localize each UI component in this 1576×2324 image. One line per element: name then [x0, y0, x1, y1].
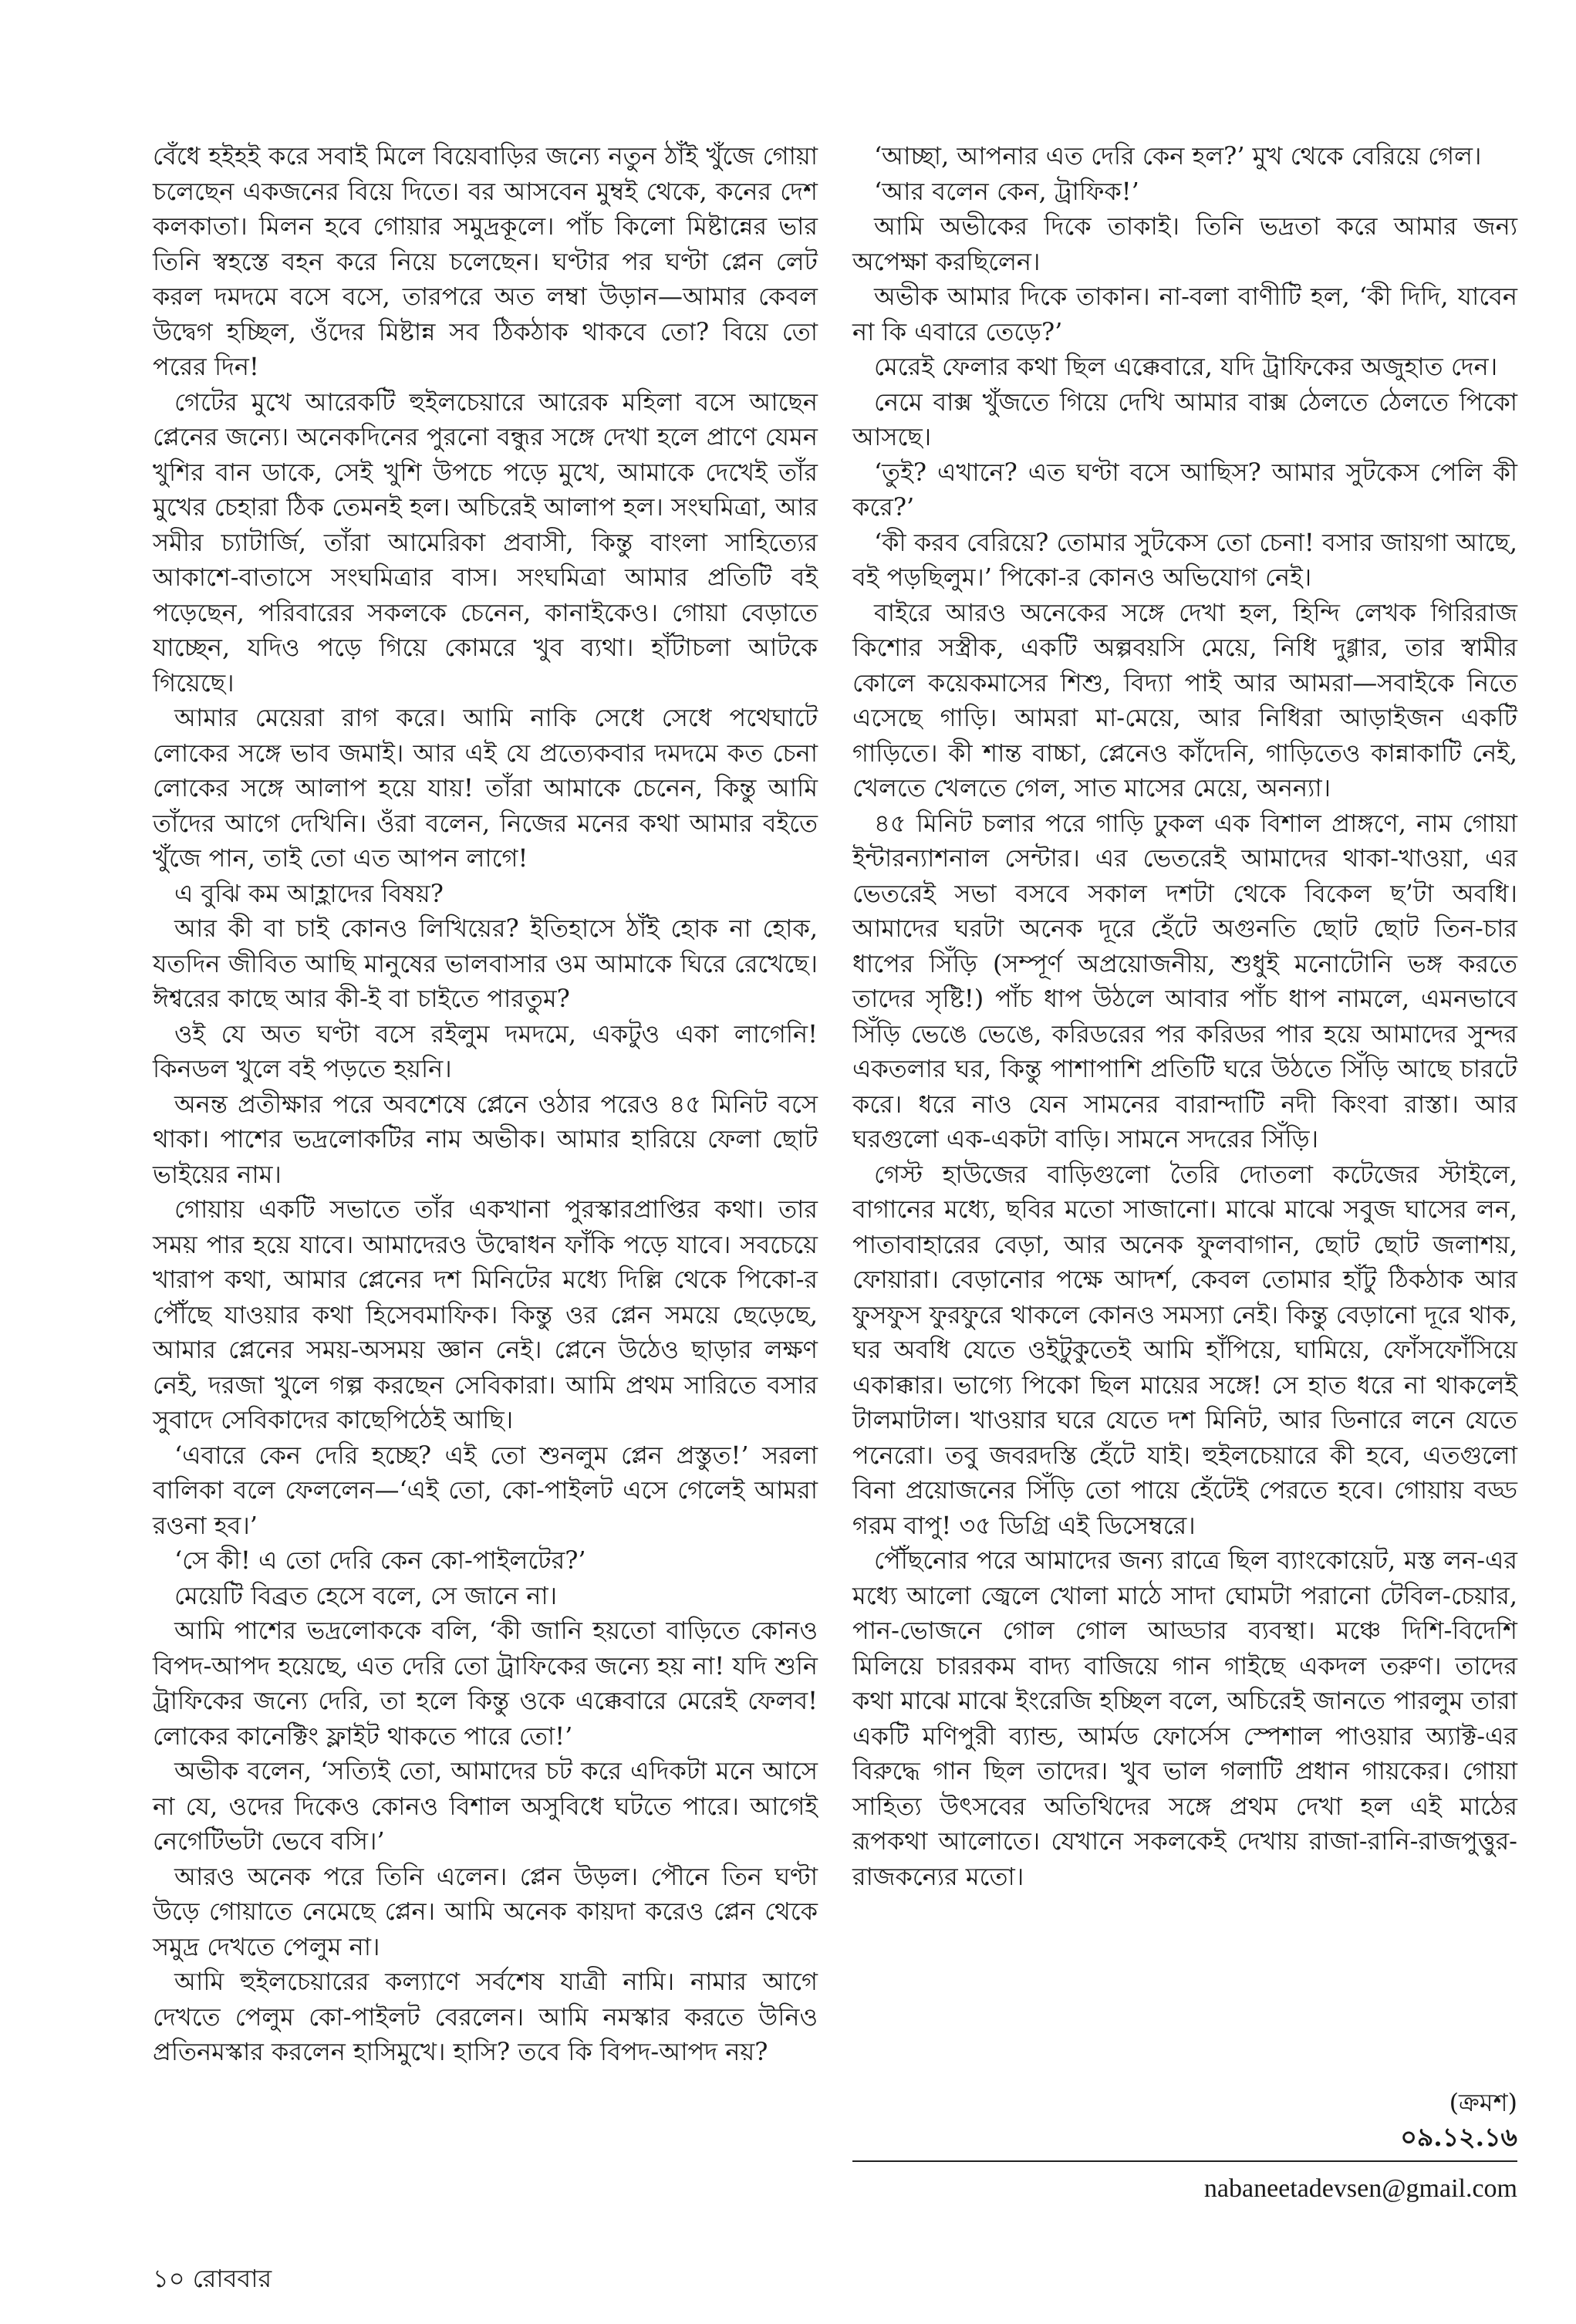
paragraph: অভীক আমার দিকে তাকান। না-বলা বাণীটি হল, ‘কী দিদি, যাবেন না কি এবারে তেড়ে?’: [852, 282, 1517, 346]
paragraph: আর কী বা চাই কোনও লিখিয়ের? ইতিহাসে ঠাঁই হোক না হোক, যতদিন জীবিত আছি মানুষের ভালবাসার ওম আমাকে ঘিরে রেখেছে। ঈশ্বরের কাছে আর কী-ই বা চাইতে পারতুম?: [153, 914, 818, 1013]
paragraph: আমি পাশের ভদ্রলোককে বলি, ‘কী জানি হয়তো বাড়িতে কোনও বিপদ-আপদ হয়েছে, এত দেরি তো ট্রাফিকের জন্যে হয় না! যদি শুনি ট্রাফিকের জন্যে দেরি, তা হলে কিন্তু ওকে এক্কেবারে মেরেই ফেলব! লোকের কানেক্টিং ফ্লাইট থাকতে পারে তো!’: [153, 1616, 818, 1751]
paragraph: ‘সে কী! এ তো দেরি কেন কো-পাইলটের?’: [174, 1545, 586, 1575]
to-be-continued: (ক্রমশ): [1449, 2088, 1517, 2117]
paragraph: অভীক বলেন, ‘সত্যিই তো, আমাদের চট করে এদিকটা মনে আসে না যে, ওদের দিকেও কোনও বিশাল অসুবিধে ঘটতে পারে। আগেই নেগেটিভটা ভেবে বসি।’: [153, 1756, 818, 1856]
paragraph: মেরেই ফেলার কথা ছিল এক্কেবারে, যদি ট্রাফিকের অজুহাত দেন।: [874, 352, 1498, 381]
paragraph: আরও অনেক পরে তিনি এলেন। প্লেন উড়ল। পৌনে তিন ঘণ্টা উড়ে গোয়াতে নেমেছে প্লেন। আমি অনেক কায়দা করেও প্লেন থেকে সমুদ্র দেখতে পেলুম না।: [153, 1861, 818, 1961]
paragraph: ‘তুই? এখানে? এত ঘণ্টা বসে আছিস? আমার সুটকেস পেলি কী করে?’: [852, 457, 1517, 522]
paragraph: গোয়ায় একটি সভাতে তাঁর একখানা পুরস্কারপ্রাপ্তির কথা। তার সময় পার হয়ে যাবে। আমাদেরও উদ্বোধন ফাঁকি পড়ে যাবে। সবচেয়ে খারাপ কথা, আমার প্লেনের দশ মিনিটের মধ্যে দিল্লি থেকে পিকো-র পৌঁছে যাওয়ার কথা হিসেবমাফিক। কিন্তু ওর প্লেন সময়ে ছেড়েছে, আমার প্লেনের সময়-অসময় জ্ঞান নেই। প্লেনে উঠেও ছাড়ার লক্ষণ নেই, দরজা খুলে গল্প করছেন সেবিকারা। আমি প্রথম সারিতে বসার সুবাদে সেবিকাদের কাছেপিঠেই আছি।: [153, 1194, 818, 1434]
author-email[interactable]: nabaneetadevsen@gmail.com: [1203, 2174, 1517, 2203]
page-footer: ১০ রোববার: [153, 2264, 272, 2293]
paragraph: ‘এবারে কেন দেরি হচ্ছে? এই তো শুনলুম প্লেন প্রস্তুত!’ সরলা বালিকা বলে ফেললেন—‘এই তো, কো-পাইলট এসে গেলেই আমরা রওনা হব।’: [153, 1440, 818, 1540]
paragraph: ‘আর বলেন কেন, ট্রাফিক!’: [874, 176, 1139, 206]
paragraph: আমি অভীকের দিকে তাকাই। তিনি ভদ্রতা করে আমার জন্য অপেক্ষা করছিলেন।: [852, 211, 1517, 276]
paragraph: ‘কী করব বেরিয়ে? তোমার সুটকেস তো চেনা! বসার জায়গা আছে, বই পড়ছিলুম।’ পিকো-র কোনও অভিযোগ নেই।: [852, 527, 1517, 592]
paragraph: গেস্ট হাউজের বাড়িগুলো তৈরি দোতলা কটেজের স্টাইলে, বাগানের মধ্যে, ছবির মতো সাজানো। মাঝে মাঝে সবুজ ঘাসের লন, পাতাবাহারের বেড়া, আর অনেক ফুলবাগান, ছোট ছোট জলাশয়, ফোয়ারা। বেড়ানোর পক্ষে আদর্শ, কেবল তোমার হাঁটু ঠিকঠাক আর ফুসফুস ফুরফুরে থাকলে কোনও সমস্যা নেই। কিন্তু বেড়ানো দূরে থাক, ঘর অবধি যেতে ওইটুকুতেই আমি হাঁপিয়ে, ঘামিয়ে, ফোঁসফোঁসিয়ে একাক্কার। ভাগ্যে পিকো ছিল মায়ের সঙ্গে! সে হাত ধরে না থাকলেই টালমাটাল। খাওয়ার ঘরে যেতে দশ মিনিট, আর ডিনারে লনে যেতে পনেরো। তবু জবরদস্তি হেঁটে যাই। হুইলচেয়ারে কী হবে, এতগুলো বিনা প্রয়োজনের সিঁড়ি তো পায়ে হেঁটেই পেরতে হবে। গোয়ায় বড্ড গরম বাপু! ৩৫ ডিগ্রি এই ডিসেম্বরে।: [852, 1159, 1517, 1540]
paragraph: ৪৫ মিনিট চলার পরে গাড়ি ঢুকল এক বিশাল প্রাঙ্গণে, নাম গোয়া ইন্টারন্যাশনাল সেন্টার। এর ভেতরেই আমাদের থাকা-খাওয়া, এর ভেতরেই সভা বসবে সকাল দশটা থেকে বিকেল ছ’টা অবধি। আমাদের ঘরটা অনেক দূরে হেঁটে অগুনতি ছোট ছোট তিন-চার ধাপের সিঁড়ি (সম্পূর্ণ অপ্রয়োজনীয়, শুধুই মনোটোনি ভঙ্গ করতে তাদের সৃষ্টি!) পাঁচ ধাপ উঠলে আবার পাঁচ ধাপ নামলে, এমনভাবে সিঁড়ি ভেঙে ভেঙে, করিডরের পর করিডর পার হয়ে আমাদের সুন্দর একতলার ঘর, কিন্তু পাশাপাশি প্রতিটি ঘরে উঠতে সিঁড়ি আছে চারটে করে। ধরে নাও যেন সামনের বারান্দাটি নদী কিংবা রাস্তা। আর ঘরগুলো এক-একটা বাড়ি। সামনে সদরের সিঁড়ি।: [852, 808, 1517, 1154]
paragraph: এ বুঝি কম আহ্লাদের বিষয়?: [174, 878, 444, 908]
paragraph: গেটের মুখে আরেকটি হুইলচেয়ারে আরেক মহিলা বসে আছেন প্লেনের জন্যে। অনেকদিনের পুরনো বন্ধুর সঙ্গে দেখা হলে প্রাণে যেমন খুশির বান ডাকে, সেই খুশি উপচে পড়ে মুখে, আমাকে দেখেই তাঁর মুখের চেহারা ঠিক তেমনই হল। অচিরেই আলাপ হল। সংঘমিত্রা, আর সমীর চ্যাটার্জি, তাঁরা আমেরিকা প্রবাসী, কিন্তু বাংলা সাহিত্যের আকাশে-বাতাসে সংঘমিত্রার বাস। সংঘমিত্রা আমার প্রতিটি বই পড়েছেন, পরিবারের সকলকে চেনেন, কানাইকেও। গোয়া বেড়াতে যাচ্ছেন, যদিও পড়ে গিয়ে কোমরে খুব ব্যথা। হাঁটাচলা আটকে গিয়েছে।: [153, 387, 818, 698]
date: ০৯.১২.১৬: [1400, 2122, 1517, 2152]
divider: [852, 2160, 1517, 2162]
paragraph: বাইরে আরও অনেকের সঙ্গে দেখা হল, হিন্দি লেখক গিরিরাজ কিশোর সস্ত্রীক, একটি অল্পবয়সি মেয়ে, নিধি দুগ্গার, তার স্বামীর কোলে কয়েকমাসের শিশু, বিদ্যা পাই আর আমরা—সবাইকে নিতে এসেছে গাড়ি। আমরা মা-মেয়ে, আর নিধিরা আড়াইজন একটি গাড়িতে। কী শান্ত বাচ্চা, প্লেনেও কাঁদেনি, গাড়িতেও কান্নাকাটি নেই, খেলতে খেলতে গেল, সাত মাসের মেয়ে, অনন্যা।: [852, 597, 1517, 802]
left-column: [153, 139, 818, 2070]
paragraph: অনন্ত প্রতীক্ষার পরে অবশেষে প্লেনে ওঠার পরেও ৪৫ মিনিট বসে থাকা। পাশের ভদ্রলোকটির নাম অভীক। আমার হারিয়ে ফেলা ছোট ভাইয়ের নাম।: [153, 1089, 818, 1189]
paragraph: ওই যে অত ঘণ্টা বসে রইলুম দমদমে, একটুও একা লাগেনি! কিনডল খুলে বই পড়তে হয়নি।: [153, 1018, 818, 1083]
paragraph: বেঁধে হইহই করে সবাই মিলে বিয়েবাড়ির জন্যে নতুন ঠাঁই খুঁজে গোয়া চলেছেন একজনের বিয়ে দিতে। বর আসবেন মুম্বই থেকে, কনের দেশ কলকাতা। মিলন হবে গোয়ার সমুদ্রকূলে। পাঁচ কিলো মিষ্টান্নের ভার তিনি স্বহস্তে বহন করে নিয়ে চলেছেন। ঘণ্টার পর ঘণ্টা প্লেন লেট করল দমদমে বসে বসে, তারপরে অত লম্বা উড়ান—আমার কেবল উদ্বেগ হচ্ছিল, ওঁদের মিষ্টান্ন সব ঠিকঠাক থাকবে তো? বিয়ে তো পরের দিন!: [153, 141, 818, 381]
right-column: [852, 139, 1517, 1894]
paragraph: ‘আচ্ছা, আপনার এত দেরি কেন হল?’ মুখ থেকে বেরিয়ে গেল।: [874, 141, 1482, 171]
paragraph: মেয়েটি বিব্রত হেসে বলে, সে জানে না।: [174, 1580, 558, 1610]
paragraph: আমি হুইলচেয়ারের কল্যাণে সর্বশেষ যাত্রী নামি। নামার আগে দেখতে পেলুম কো-পাইলট বেরলেন। আমি নমস্কার করতে উনিও প্রতিনমস্কার করলেন হাসিমুখে। হাসি? তবে কি বিপদ-আপদ নয়?: [153, 1967, 818, 2066]
paragraph: আমার মেয়েরা রাগ করে। আমি নাকি সেধে সেধে পথেঘাটে লোকের সঙ্গে ভাব জমাই। আর এই যে প্রত্যেকবার দমদমে কত চেনা লোকের সঙ্গে আলাপ হয়ে যায়! তাঁরা আমাকে চেনেন, কিন্তু আমি তাঁদের আগে দেখিনি। ওঁরা বলেন, নিজের মনের কথা আমার বইতে খুঁজে পান, তাই তো এত আপন লাগে!: [153, 703, 818, 873]
paragraph: পৌঁছনোর পরে আমাদের জন্য রাত্রে ছিল ব্যাংকোয়েট, মস্ত লন-এর মধ্যে আলো জ্বেলে খোলা মাঠে সাদা ঘোমটা পরানো টেবিল-চেয়ার, পান-ভোজনে গোল গোল আড্ডার ব্যবস্থা। মঞ্চে দিশি-বিদেশি মিলিয়ে চাররকম বাদ্য বাজিয়ে গান গাইছে একদল তরুণ। তাদের কথা মাঝে মাঝে ইংরেজি হচ্ছিল বলে, অচিরেই জানতে পারলুম তারা একটি মণিপুরী ব্যান্ড, আর্মড ফোর্সেস স্পেশাল পাওয়ার অ্যাক্ট-এর বিরুদ্ধে গান ছিল তাদের। খুব ভাল গলাটি প্রধান গায়কের। গোয়া সাহিত্য উৎসবের অতিথিদের সঙ্গে প্রথম দেখা হল এই মাঠের রূপকথা আলোতে। যেখানে সকলকেই দেখায় রাজা-রানি-রাজপুত্তুর-রাজকন্যের মতো।: [852, 1545, 1517, 1891]
paragraph: নেমে বাক্স খুঁজতে গিয়ে দেখি আমার বাক্স ঠেলতে ঠেলতে পিকো আসছে।: [852, 387, 1517, 451]
